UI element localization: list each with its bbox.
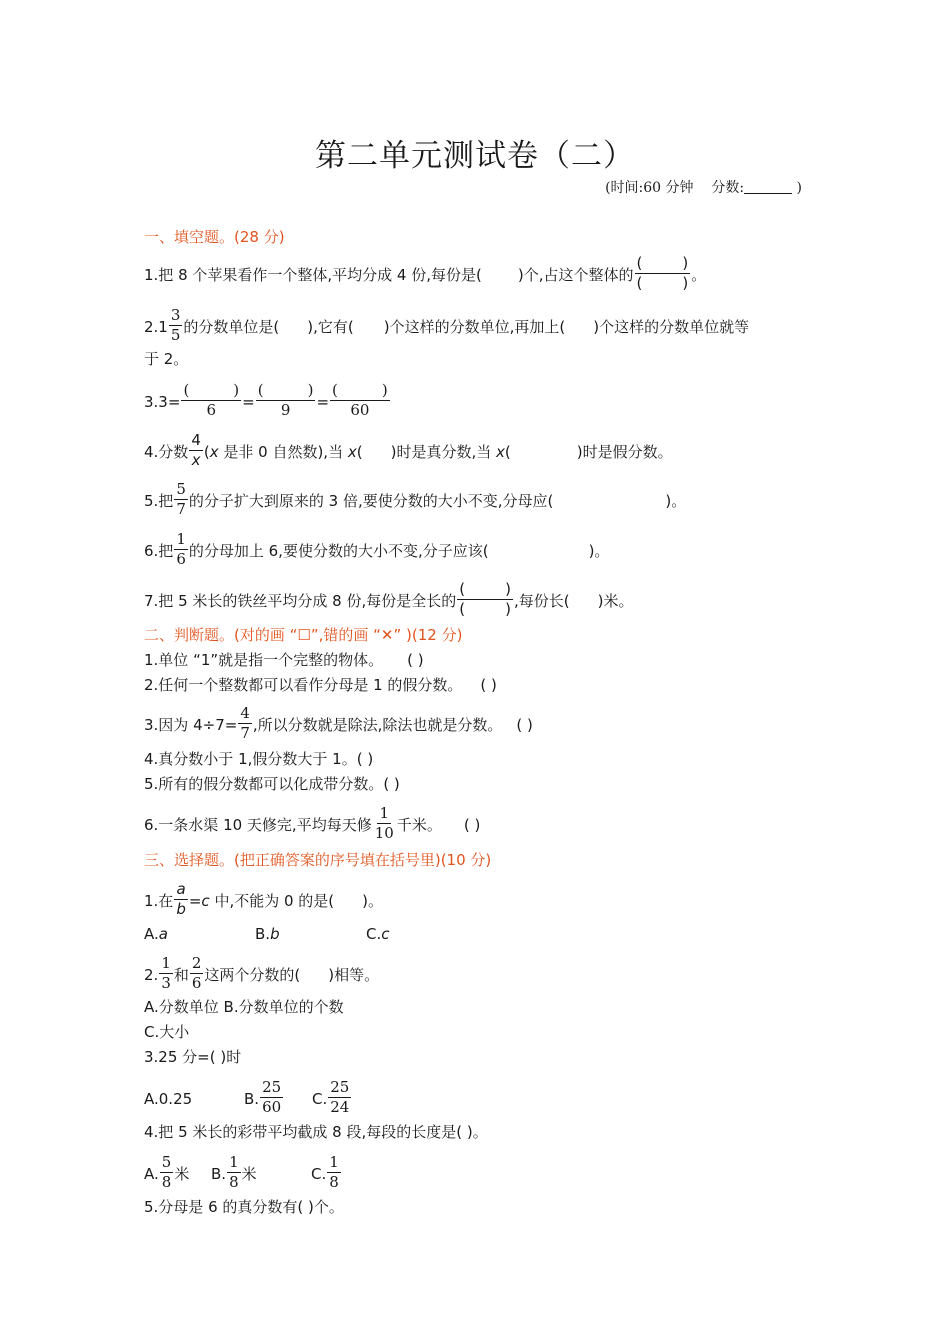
score-blank[interactable] <box>744 179 792 194</box>
fraction: $\frac{5}{7}$ <box>176 480 186 518</box>
fraction: $\frac{4}{x}$ <box>191 431 201 469</box>
option-c[interactable]: C. $\frac{1}{8}$ <box>311 1153 339 1191</box>
question-fill-1: 1.把 8 个苹果看作一个整体,平均分成 4 份,每份是( )个,占这个整体的 $\frac{( )}{( )}$ 。 <box>144 254 707 292</box>
question-choice-4: 4.把 5 米长的彩带平均截成 8 段,每段的长度是( )。 <box>144 1123 488 1141</box>
choice-options-1 <box>144 924 390 944</box>
fraction: $\frac{1}{10}$ <box>374 804 394 842</box>
question-fill-4: 4.分数 $\frac{4}{x}$ (x 是非 0 自然数),当 x( )时是真分数,当 x( )时是假分数。 <box>144 431 673 469</box>
question-choice-2: 2. $\frac{1}{3}$ 和 $\frac{2}{6}$ 这两个分数的( )相等。 <box>144 954 380 992</box>
question-fill-5: 5.把 $\frac{5}{7}$ 的分子扩大到原来的 3 倍,要使分数的大小不变,分母应( )。 <box>144 480 687 518</box>
question-choice-1: 1.在 $\frac{a}{b}$ =c 中,不能为 0 的是( )。 <box>144 880 383 918</box>
question-fill-2-cont: 于 2。 <box>144 350 189 368</box>
judge-paren[interactable]: ( ) <box>516 716 533 734</box>
judge-paren[interactable]: ( ) <box>407 651 424 669</box>
question-judge-3: 3.因为 4÷7= $\frac{4}{7}$ ,所以分数就是除法,除法也就是分数。 ( ) <box>144 704 533 742</box>
option-c[interactable]: C. $\frac{25}{24}$ <box>312 1078 350 1116</box>
question-choice-3: 3.25 分=( )时 <box>144 1048 242 1066</box>
question-choice-5: 5.分母是 6 的真分数有( )个。 <box>144 1198 344 1216</box>
option-a[interactable]: A.0.25 <box>144 1090 193 1108</box>
fraction: $\frac{2}{6}$ <box>191 954 202 992</box>
exam-meta <box>605 177 802 197</box>
option-c[interactable]: C.c <box>366 925 390 943</box>
question-judge-6: 6.一条水渠 10 天修完,平均每天修 $\frac{1}{10}$ 千米。 ( ) <box>144 804 481 842</box>
fraction: $\frac{1}{6}$ <box>176 530 186 568</box>
question-judge-1: 1.单位 “1”就是指一个完整的物体。 ( ) <box>144 651 424 669</box>
page-title: 第二单元测试卷（二） <box>315 138 635 174</box>
judge-paren[interactable]: ( ) <box>463 816 481 834</box>
question-judge-4[interactable]: 4.真分数小于 1,假分数大于 1。( ) <box>144 750 374 768</box>
option-a[interactable]: A.a <box>144 925 168 943</box>
fraction: $\frac{a}{b}$ <box>176 880 186 918</box>
question-fill-2: 2.1 $\frac{3}{5}$ 的分数单位是( ),它有( )个这样的分数单位,再加上( )个这样的分数单位就等 <box>144 306 750 344</box>
fraction-answer[interactable]: $\frac{( )}{( )}$ <box>636 254 689 292</box>
fraction: $\frac{4}{7}$ <box>240 704 250 742</box>
score-label: 分数: <box>711 180 745 196</box>
fraction: $\frac{3}{5}$ <box>170 306 181 344</box>
choice-options-3 <box>144 1078 352 1117</box>
fraction: $\frac{1}{3}$ <box>161 954 171 992</box>
section-heading-judge: 二、判断题。(对的画 “☐”,错的画 “✕” )(12 分) <box>144 626 463 644</box>
fraction-answer[interactable]: $\frac{( )}{9}$ <box>257 381 314 419</box>
section-heading-choice: 三、选择题。(把正确答案的序号填在括号里)(10 分) <box>144 851 492 869</box>
fraction-answer[interactable]: $\frac{( )}{6}$ <box>183 381 240 419</box>
question-judge-5[interactable]: 5.所有的假分数都可以化成带分数。( ) <box>144 775 400 793</box>
fraction-answer[interactable]: $\frac{( )}{( )}$ <box>459 580 511 618</box>
option-a[interactable]: A. $\frac{5}{8}$ 米 <box>144 1153 190 1191</box>
time-limit: (时间:60 分钟 <box>605 180 694 196</box>
choice-option-2c[interactable]: C.大小 <box>144 1023 190 1041</box>
question-fill-3: 3.3= $\frac{( )}{6}$ = $\frac{( )}{9}$ = $\frac{( )}{60}$ <box>144 381 388 419</box>
question-fill-7: 7.把 5 米长的铁丝平均分成 8 份,每份是全长的 $\frac{( )}{( )}$ ,每份长( )米。 <box>144 580 634 618</box>
judge-paren[interactable]: ( ) <box>480 676 497 694</box>
option-b[interactable]: B.b <box>255 925 280 943</box>
option-b[interactable]: B. $\frac{25}{60}$ <box>244 1078 282 1116</box>
fraction-answer[interactable]: $\frac{( )}{60}$ <box>332 381 388 419</box>
meta-close: ) <box>796 180 802 196</box>
question-fill-6: 6.把 $\frac{1}{6}$ 的分母加上 6,要使分数的大小不变,分子应该( )。 <box>144 530 610 568</box>
option-b[interactable]: B. $\frac{1}{8}$ 米 <box>211 1153 257 1191</box>
choice-options-4 <box>144 1153 342 1192</box>
choice-options-2[interactable]: A.分数单位 B.分数单位的个数 <box>144 998 344 1016</box>
question-judge-2: 2.任何一个整数都可以看作分母是 1 的假分数。 ( ) <box>144 676 497 694</box>
section-heading-fill: 一、填空题。(28 分) <box>144 228 285 246</box>
